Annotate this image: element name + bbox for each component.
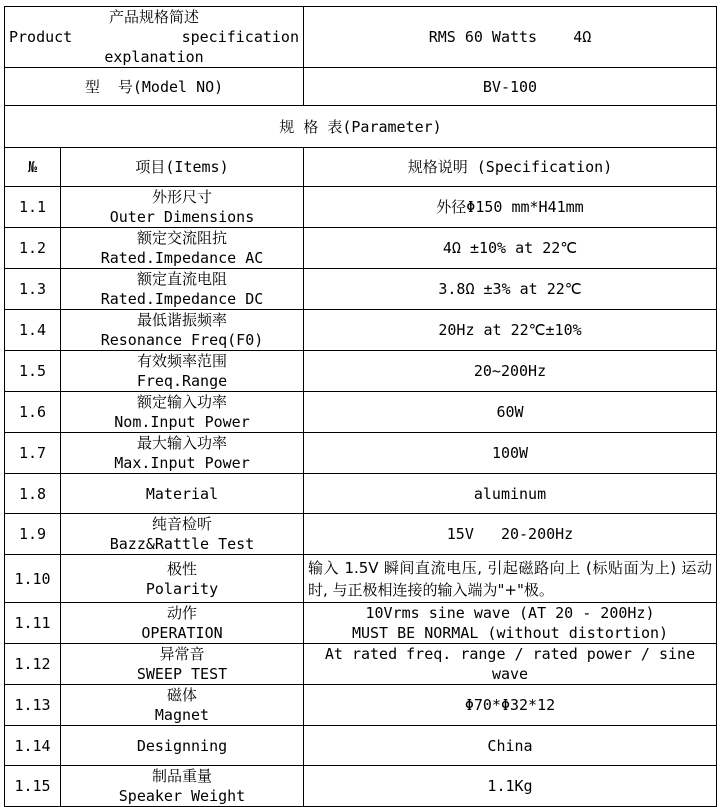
table-row bbox=[5, 514, 717, 555]
row-item-en: Outer Dimensions bbox=[109, 208, 255, 226]
row-item-en: Magnet bbox=[154, 706, 210, 724]
row-item-zh: 最大输入功率 bbox=[136, 434, 227, 452]
row-spec bbox=[304, 433, 717, 474]
row-item-en: Freq.Range bbox=[136, 372, 228, 390]
product-row bbox=[5, 7, 717, 68]
row-number: 1.6 bbox=[5, 392, 61, 433]
row-spec bbox=[304, 228, 717, 269]
row-item bbox=[61, 603, 304, 644]
row-item bbox=[61, 555, 304, 603]
row-item-en: Bazz&Rattle Test bbox=[109, 535, 255, 553]
row-spec-text: 4Ω ±10% at 22℃ bbox=[442, 239, 578, 257]
row-item-zh: 动作 bbox=[166, 604, 197, 622]
row-item-zh: 纯音检听 bbox=[151, 515, 212, 533]
row-item-zh: 有效频率范围 bbox=[136, 352, 227, 370]
table-row bbox=[5, 644, 717, 685]
row-number: 1.1 bbox=[5, 187, 61, 228]
table-row bbox=[5, 269, 717, 310]
model-row bbox=[5, 68, 717, 106]
row-item bbox=[61, 310, 304, 351]
row-spec bbox=[304, 726, 717, 766]
row-spec bbox=[304, 766, 717, 807]
row-spec bbox=[304, 644, 717, 685]
row-item-en: OPERATION bbox=[141, 624, 223, 642]
model-value: BV-100 bbox=[482, 77, 538, 96]
row-spec bbox=[304, 310, 717, 351]
row-number: 1.10 bbox=[5, 555, 61, 603]
row-spec-text: 外径Φ150 mm*H41mm bbox=[436, 198, 584, 216]
row-item bbox=[61, 474, 304, 514]
table-row bbox=[5, 228, 717, 269]
row-number: 1.9 bbox=[5, 514, 61, 555]
row-spec-text: aluminum bbox=[473, 484, 547, 503]
row-spec-text: 100W bbox=[491, 444, 529, 462]
model-value-cell bbox=[304, 68, 717, 106]
table-row bbox=[5, 685, 717, 726]
table-row bbox=[5, 474, 717, 514]
parameter-title-cell bbox=[5, 106, 717, 148]
row-number: 1.14 bbox=[5, 726, 61, 766]
row-item bbox=[61, 685, 304, 726]
row-number: 1.5 bbox=[5, 351, 61, 392]
row-item bbox=[61, 766, 304, 807]
row-number: 1.7 bbox=[5, 433, 61, 474]
model-label: 型 号(Model NO) bbox=[84, 77, 224, 96]
row-spec-text: 输入 1.5V 瞬间直流电压, 引起磁路向上 (标贴面为上) 运动时, 与正极相连接的输入端为"+"极。 bbox=[308, 558, 712, 599]
table-row bbox=[5, 310, 717, 351]
row-item bbox=[61, 392, 304, 433]
row-item-zh: 额定直流电阻 bbox=[136, 270, 227, 288]
row-item bbox=[61, 351, 304, 392]
row-item-zh: 最低谐振频率 bbox=[136, 311, 227, 329]
row-number: 1.12 bbox=[5, 644, 61, 685]
row-item-en: Resonance Freq(F0) bbox=[100, 331, 264, 349]
row-spec bbox=[304, 392, 717, 433]
column-header-row bbox=[5, 148, 717, 187]
row-item-en: Rated.Impedance AC bbox=[100, 249, 264, 267]
row-spec-text: 1.1Kg bbox=[487, 777, 533, 795]
column-header-items: 项目(Items) bbox=[61, 148, 304, 187]
row-item-en: Speaker Weight bbox=[118, 787, 246, 805]
row-item-zh: 异常音 bbox=[159, 645, 205, 663]
row-spec-text: 15V 20-200Hz bbox=[446, 525, 574, 543]
spec-table bbox=[4, 6, 717, 807]
row-item bbox=[61, 433, 304, 474]
row-number: 1.2 bbox=[5, 228, 61, 269]
spec-rows bbox=[5, 187, 717, 807]
row-item-en: SWEEP TEST bbox=[136, 665, 228, 683]
row-item-en: Max.Input Power bbox=[114, 454, 250, 472]
table-row bbox=[5, 392, 717, 433]
row-item bbox=[61, 514, 304, 555]
product-value-cell bbox=[304, 7, 717, 68]
product-label-en-3: explanation bbox=[104, 48, 204, 66]
parameter-title: 规 格 表(Parameter) bbox=[279, 117, 442, 136]
table-row bbox=[5, 603, 717, 644]
row-item-zh: 外形尺寸 bbox=[151, 188, 212, 206]
row-spec bbox=[304, 555, 717, 603]
row-spec-text: Φ70*Φ32*12 bbox=[464, 696, 556, 714]
row-spec-text: 20Hz at 22℃±10% bbox=[438, 321, 582, 339]
row-item-en: Designning bbox=[136, 736, 228, 755]
row-number: 1.8 bbox=[5, 474, 61, 514]
row-item-en: Rated.Impedance DC bbox=[100, 290, 264, 308]
table-row bbox=[5, 433, 717, 474]
row-item-en: Polarity bbox=[145, 579, 219, 598]
column-header-no: № bbox=[5, 148, 61, 187]
column-header-spec: 规格说明 (Specification) bbox=[304, 148, 717, 187]
table-row bbox=[5, 187, 717, 228]
row-spec bbox=[304, 685, 717, 726]
row-spec bbox=[304, 187, 717, 228]
row-item-en: Material bbox=[145, 484, 219, 503]
row-spec bbox=[304, 514, 717, 555]
row-item-zh: 额定交流阻抗 bbox=[136, 229, 227, 247]
product-label-zh: 产品规格简述 bbox=[108, 8, 199, 26]
row-item bbox=[61, 269, 304, 310]
table-row bbox=[5, 555, 717, 603]
row-item-zh: 磁体 bbox=[166, 686, 197, 704]
row-spec bbox=[304, 269, 717, 310]
row-number: 1.11 bbox=[5, 603, 61, 644]
product-label-en-2: specification bbox=[181, 28, 299, 46]
parameter-title-row bbox=[5, 106, 717, 148]
row-spec-text: 60W bbox=[496, 403, 524, 421]
row-item-zh: 制品重量 bbox=[151, 767, 212, 785]
table-row bbox=[5, 351, 717, 392]
row-spec-text: 3.8Ω ±3% at 22℃ bbox=[438, 280, 582, 298]
row-number: 1.15 bbox=[5, 766, 61, 807]
row-item-zh: 额定输入功率 bbox=[136, 393, 227, 411]
product-label-cell bbox=[5, 7, 304, 68]
row-spec bbox=[304, 351, 717, 392]
row-item-en: Nom.Input Power bbox=[114, 413, 250, 431]
product-label-en-line bbox=[9, 27, 299, 47]
row-number: 1.3 bbox=[5, 269, 61, 310]
row-item bbox=[61, 726, 304, 766]
table-row bbox=[5, 726, 717, 766]
row-number: 1.4 bbox=[5, 310, 61, 351]
row-spec-text: 10Vrms sine wave (AT 20 - 200Hz) bbox=[365, 604, 655, 622]
row-spec bbox=[304, 603, 717, 644]
product-value: RMS 60 Watts 4Ω bbox=[428, 28, 592, 46]
row-item-zh: 极性 bbox=[166, 559, 197, 578]
table-row bbox=[5, 766, 717, 807]
row-spec bbox=[304, 474, 717, 514]
row-spec-text: China bbox=[487, 736, 533, 755]
model-label-cell bbox=[5, 68, 304, 106]
row-spec-text: At rated freq. range / rated power / sine wave bbox=[324, 645, 705, 683]
row-item bbox=[61, 228, 304, 269]
product-label-en-1: Product bbox=[9, 28, 73, 46]
row-number: 1.13 bbox=[5, 685, 61, 726]
row-item bbox=[61, 644, 304, 685]
row-spec-text: 20~200Hz bbox=[473, 362, 547, 380]
row-spec-text-2: MUST BE NORMAL (without distortion) bbox=[351, 624, 669, 642]
row-item bbox=[61, 187, 304, 228]
